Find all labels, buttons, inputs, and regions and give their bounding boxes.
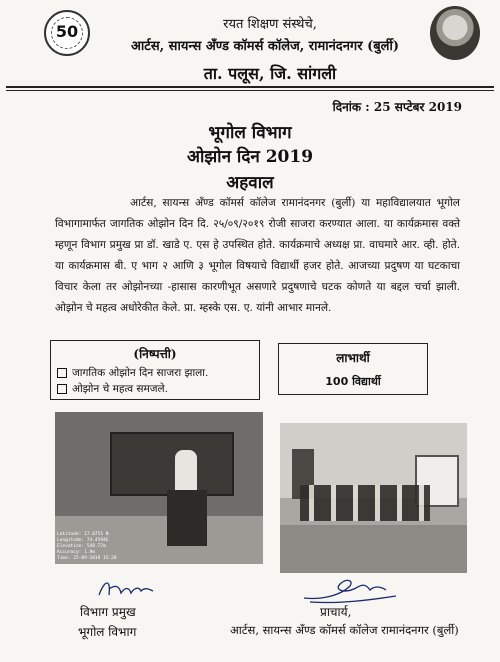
hod-title: विभाग प्रमुख bbox=[80, 605, 136, 619]
logo-number: 50 bbox=[55, 22, 79, 41]
outcome-item-text: ओझोन चे महत्व समजले. bbox=[72, 383, 169, 395]
geotag-line: Longitude: 74.4594E bbox=[57, 538, 109, 543]
college-location: ता. पलूस, जि. सांगली bbox=[203, 64, 337, 83]
college-name: आर्टस, सायन्स अँण्ड कॉमर्स कॉलेज, रामानंदनगर (बुर्ली) bbox=[131, 39, 399, 54]
photo-floor bbox=[280, 525, 467, 573]
founder-portrait bbox=[430, 6, 480, 60]
event-title: ओझोन दिन 2019 bbox=[186, 147, 314, 167]
beneficiaries-count: 100 विद्यार्थी bbox=[325, 375, 381, 388]
beneficiaries-heading: लाभार्थी bbox=[336, 351, 370, 365]
outcome-item bbox=[57, 365, 253, 381]
principal-signature bbox=[300, 572, 400, 606]
geotag-line: Latitude: 17.0751 N bbox=[57, 532, 109, 537]
event-photo-audience bbox=[280, 423, 467, 573]
principal-title: प्राचार्य, bbox=[320, 605, 352, 619]
society-name: रयत शिक्षण संस्थेचे, bbox=[223, 17, 317, 32]
hod-department: भूगोल विभाग bbox=[78, 625, 137, 639]
college-logo bbox=[44, 10, 90, 56]
geotag-overlay bbox=[57, 532, 127, 562]
hod-signature bbox=[95, 575, 155, 603]
geotag-line: Elevation: 548.77m bbox=[57, 544, 106, 549]
students-group bbox=[300, 485, 430, 521]
checkbox-icon bbox=[57, 384, 67, 394]
department-title: भूगोल विभाग bbox=[208, 123, 292, 143]
report-date: दिनांक : 25 सप्टेबर 2019 bbox=[332, 100, 462, 114]
header-rule bbox=[6, 86, 494, 88]
outcome-heading: (निष्पत्ती) bbox=[133, 347, 177, 361]
blackboard bbox=[110, 432, 234, 496]
report-title: अहवाल bbox=[226, 173, 274, 193]
outcome-box bbox=[50, 340, 260, 400]
event-photo-speaker bbox=[55, 412, 263, 564]
header-rule-thin bbox=[6, 90, 494, 91]
checkbox-icon bbox=[57, 368, 67, 378]
podium bbox=[167, 490, 207, 546]
geotag-line: Time: 25-09-2019 15:28 bbox=[57, 556, 117, 561]
geotag-line: Accuracy: 1.9m bbox=[57, 550, 95, 555]
beneficiaries-box bbox=[278, 343, 428, 395]
outcome-item-text: जागतिक ओझोन दिन साजरा झाला. bbox=[72, 367, 209, 379]
report-body: आर्टस, सायन्स अँण्ड कॉमर्स कॉलेज रामानंदनगर (बुर्ली) या महाविद्यालयात भूगोल विभागामार्फत जागतिक ओझोन दिन दि. २५/०९/२०१९ रोजी साजरा करण्यात आला. या कार्यक्रमास वक्ते म्हणून विभाग प्रमुख प्रा डॉ. खाडे ए. एस हे उपस्थित होते. कार्यक्रमाचे अध्यक्ष प्रा. वाघमारे आर. व्ही. होते. या कार्यक्रमास बी. ए भाग २ आणि ३ भूगोल विषयाचे विद्यार्थी हजर होते. आजच्या प्रदुषण या घटकाचा विचार केला तर ओझोनच्या -हासास कारणीभूत असणारे प्रदुषणाचे घटक कोणते या बद्दल चर्चा झाली. ओझोन चे महत्व अधोरेकीत केले. प्रा. म्हस्के एस. ए. यांनी आभार मानले. bbox=[55, 197, 460, 314]
outcome-item bbox=[57, 381, 253, 397]
principal-institution: आर्टस, सायन्स अँण्ड कॉमर्स कॉलेज रामानंदनगर (बुर्ली) bbox=[230, 623, 459, 637]
